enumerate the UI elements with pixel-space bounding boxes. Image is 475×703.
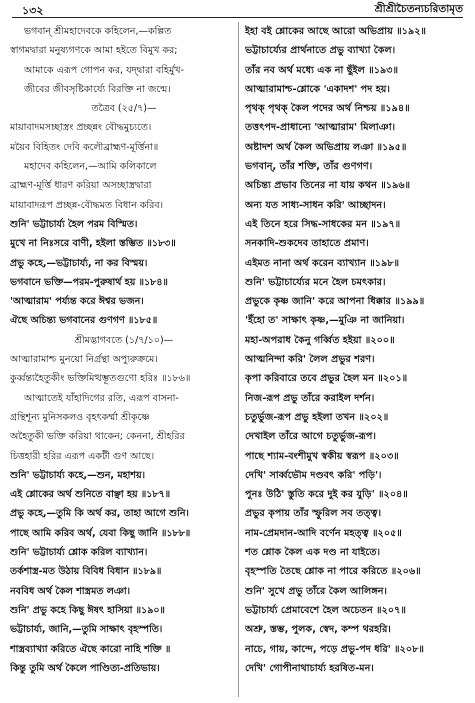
verse-line: আত্মনিন্দা করি' লৈল প্রভুর শরণ। <box>245 354 375 366</box>
verse-line: শুনি' প্রভু কহে কিছু ঈষৎ হাসিয়া ॥১৯০॥ <box>10 604 165 616</box>
verse-line: নাম-প্রেমদান-আদি বর্ণেন মহত্ত্ব ॥২০৫॥ <box>245 527 402 539</box>
verse-line: অন্য যত সাধ্য-সাধন করি' আচ্ছাদন। <box>245 199 386 211</box>
verse-line: শুনি' ভট্টাচার্য্য শ্লোক করিল ব্যাখ্যান। <box>10 547 148 559</box>
left-column <box>10 22 238 697</box>
verse-line: অচিন্ত্য প্রভাব তিনের না যায় কথন ॥১৯৬॥ <box>245 180 411 192</box>
verse-line: ঐছে অচিন্ত্য ভগবানের গুণগণ ॥১৮৫॥ <box>10 315 158 327</box>
sanskrit-line: কুর্ব্বন্ত্যহৈতুকীং ভক্তিমিত্থম্ভূতগুণো হরিঃ ॥১৮৬॥ <box>10 373 191 385</box>
verse-line: শুনি' ভট্টাচার্য্যের মনে হৈল চমৎকার। <box>245 276 386 288</box>
verse-line: পৃথক্‌ পৃথক্‌ কৈল পদের অর্থ নিশ্চয় ॥১৯৪॥ <box>245 103 410 115</box>
commentary-line: আমাকে এরূপ গোপন কর, যদ্দ্বারা বহির্মুখ- <box>24 64 184 76</box>
verse-line: শাস্ত্রব্যাখ্যা করিতে ঐছে কারো নাহি শক্তি ॥ <box>10 643 171 655</box>
verse-line: দেখি' গোপীনাথাচার্য্য হরষিত-মন। <box>245 662 374 674</box>
verse-line: চতুর্ভুজ-রূপ প্রভু হইলা তখন ॥২০২॥ <box>245 411 389 423</box>
verse-line: দেখাইল তাঁরে আগে চতুর্ভুজ-রূপ। <box>245 431 376 443</box>
verse-line: প্রভুকে কৃষ্ণ জানি' করে আপনা ধিক্কার ॥১৯৯॥ <box>245 296 425 308</box>
verse-line: অশ্রু, স্তম্ভ, পুলক, স্বেদ, কম্প থরহরি। <box>245 624 391 636</box>
verse-line: প্রভু কহে,—তুমি কি অর্থ কর, তাহা আগে শুনি। <box>10 508 189 520</box>
verse-line: অষ্টাদশ অর্থ কৈল অভিপ্রায় লঞা ॥১৯৫॥ <box>245 141 407 153</box>
verse-line: পাছে শ্যাম-বংশীমুখ স্বকীয় স্বরূপ ॥২০৩॥ <box>245 450 399 462</box>
commentary-line: আত্মাতেই যাঁহাদিগের রতি, এরূপ বাসনা- <box>24 392 179 404</box>
verse-line: পাছে আমি করিব অর্থ, যেবা কিছু জানি ॥১৮৮॥ <box>10 527 191 539</box>
verse-line: ভট্টাচার্য্য, জানি,—তুমি সাক্ষাৎ বৃহস্পতি। <box>10 624 163 636</box>
verse-line: শুনি' ভট্টাচার্য্য কহে,—শুন, মহাশয়। <box>10 469 145 481</box>
citation-heading: তত্রৈব (২৫/৭)— <box>91 103 157 115</box>
commentary-line: ব্রাহ্মণ-মূর্ত্তি ধারণ করিয়া অসচ্ছাস্ত্রদ্বারা <box>10 180 152 192</box>
verse-line: শত শ্লোক কৈল এক দণ্ড না যাইতে। <box>245 547 381 559</box>
verse-line: তত্তৎপদ-প্রাধান্যে 'আত্মারাম' মিলাঞা। <box>245 122 396 134</box>
sanskrit-line: মায়াবাদমসচ্ছাস্ত্রং প্রচ্ছন্নং বৌদ্ধমুচ্যতে। <box>10 122 152 134</box>
verse-line: মুখে না নিঃসরে বাণী, হইলা স্তম্ভিত ॥১৮৩॥ <box>10 238 176 250</box>
verse-line: এই তিনে হরে সিদ্ধ-সাধকের মন ॥১৯৭॥ <box>245 218 401 230</box>
verse-line: কৃপা করিবারে তবে প্রভুর হৈল মন ॥২০১॥ <box>245 373 408 385</box>
header-rule <box>12 17 463 18</box>
verse-line: এইমত নানা অর্থ করেন ব্যাখ্যান ॥১৯৮॥ <box>245 257 400 269</box>
page-header <box>0 0 475 18</box>
verse-line: কিন্তু তুমি অর্থ কৈলে পাণ্ডিত্য-প্রতিভায়। <box>10 662 160 674</box>
verse-line: ভগবানে ভক্তি—পরম-পুরুষার্থ হয় ॥১৮৪॥ <box>10 276 168 288</box>
verse-line: ইহা বই শ্লোকের আছে আরো অভিপ্রায় ॥১৯২॥ <box>245 26 427 37</box>
running-title: শ্রীশ্রীচৈতন্যচরিতামৃত <box>374 3 463 15</box>
column-divider <box>238 22 239 697</box>
sanskrit-line: ময়ৈব বিহিতং দেবি কলৌব্রাহ্মণ-মূর্ত্তিনা॥ <box>10 141 159 153</box>
right-column <box>245 22 473 697</box>
commentary-line: মহাদেব কহিলেন,—আমি কলিকালে <box>24 161 157 173</box>
verse-line: মহা-অপরাধ কৈনু গর্ব্বিত হইয়া ॥২০০॥ <box>245 334 395 346</box>
commentary-line: গ্রন্থিশূন্য মুনিসকলও বৃহৎকর্ম্মা শ্রীকৃষ্ণে <box>10 411 150 423</box>
verse-line: ভট্টাচার্য্য প্রেমাবেশে হৈল অচেতন ॥২০৭॥ <box>245 604 406 616</box>
verse-line: পুনঃ উঠি' স্তুতি করে দুই কর যুড়ি' ॥২০৪॥ <box>245 489 408 501</box>
verse-line: দেখি' সার্ব্বভৌম দণ্ডবৎ করি' পড়ি'। <box>245 469 382 481</box>
verse-line: নববিধ অর্থ কৈল শাস্ত্রমত লঞা। <box>10 585 131 597</box>
verse-line: প্রভু কহে,—ভট্টাচার্য্য, না কর বিস্ময়। <box>10 257 148 269</box>
verse-line: সনকাদি-শুকদেব তাহাতে প্রমাণ। <box>245 238 369 250</box>
verse-line: ভগবান্‌, তাঁর শক্তি, তাঁর গুণগণ। <box>245 161 373 173</box>
commentary-line: স্বাগমদ্বারা মনুষ্যগণকে আমা হইতে বিমুখ কর; <box>10 45 178 57</box>
verse-line: শুনি' সুখে প্রভু তাঁরে কৈল আলিঙ্গন। <box>245 585 388 597</box>
commentary-line: অহৈতুকী ভক্তি করিয়া থাকেন; কেননা, শ্রীহরির <box>10 431 185 443</box>
verse-line: তর্কশাস্ত্র-মত উঠায় বিবিধ বিধান ॥১৮৯॥ <box>10 566 162 578</box>
commentary-line: জীবের জীবসৃষ্টিকার্য্যে বিরক্তি না জন্মে। <box>24 83 171 95</box>
sanskrit-line: আত্মারামাশ্চ মুনয়ো নির্গ্রন্থা অপ্যুরুক্রমে। <box>10 354 158 366</box>
citation-heading: শ্রীমদ্ভাগবতে (১/৭/১০)— <box>74 334 174 346</box>
commentary-line: ভগবান্‌ শ্রীমহাদেবকে কহিলেন,—কল্পিত <box>24 26 172 37</box>
verse-line: শুনি' ভট্টাচার্য্য হৈল পরম বিস্মিত। <box>10 218 138 230</box>
commentary-line: মায়াবাদরূপ প্রচ্ছন্ন-বৌদ্ধমত বিধান করিব। <box>10 199 164 211</box>
verse-line: ভট্টাচার্য্যের প্রার্থনাতে প্রভু ব্যাখ্যা কৈল। <box>245 45 396 57</box>
commentary-line: চিত্তহারী হরির এরূপ একটী গুণ আছে। <box>10 450 155 462</box>
verse-line: তাঁর নব অর্থ মধ্যে এক না ছুঁইল ॥১৯৩॥ <box>245 64 399 76</box>
verse-line: বৃহস্পতি তৈছে শ্লোক না পারে করিতে ॥২০৬॥ <box>245 566 421 578</box>
verse-line: নিজ-রূপ প্রভু তাঁরে করাইল দর্শন। <box>245 392 375 404</box>
page-number: ১৩২ <box>22 4 44 17</box>
verse-line: নাচে, গায়, কান্দে, পড়ে প্রভু-পদ ধরি' ॥২০৮॥ <box>245 643 424 655</box>
verse-line: 'ইঁহো ত' সাক্ষাৎ কৃষ্ণ,—মুঞি না জানিয়া। <box>245 315 405 327</box>
verse-line: প্রভুর কৃপায় তাঁর স্ফুরিল সব তত্ত্ব। <box>245 508 382 520</box>
verse-line: 'আত্মারাম' পর্য্যন্ত করে ঈশ্বর ভজন। <box>10 296 144 308</box>
verse-line: এই শ্লোকের অর্থ শুনিতে বাঞ্ছা হয় ॥১৮৭॥ <box>10 489 171 501</box>
verse-line: আত্মারামাশ্চ-শ্লোকে 'একাদশ' পদ হয়। <box>245 83 390 95</box>
